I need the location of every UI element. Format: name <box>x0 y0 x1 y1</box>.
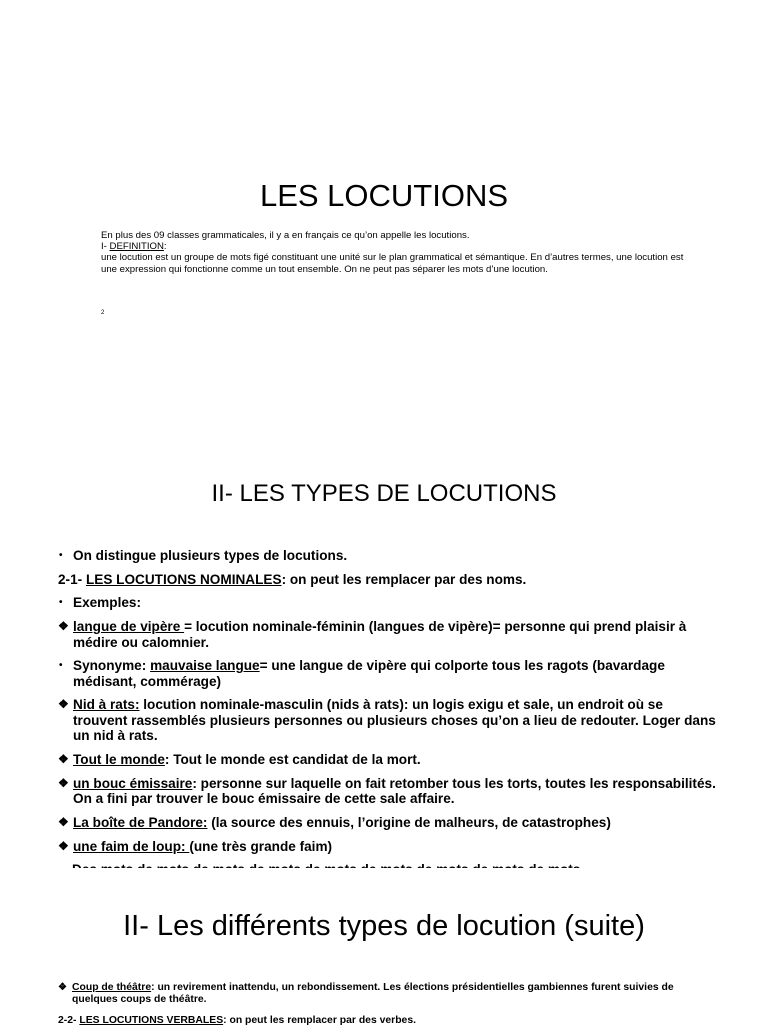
definition-text: une locution est un groupe de mots figé constituant une unité sur le plan grammatical et sémantique. En d’autres termes, une locution est une expression qui fonctionne comme un tout ensemble. On ne peut pas séparer les mots d’une locution. <box>101 252 684 275</box>
list-item <box>58 752 718 768</box>
diamond-bullet-icon: ❖ <box>58 752 69 767</box>
list-item <box>58 619 718 650</box>
diamond-bullet-icon: ❖ <box>58 982 67 993</box>
list-item <box>58 776 718 807</box>
diamond-bullet-icon: ❖ <box>58 775 69 790</box>
definition-label: DEFINITION <box>109 241 164 253</box>
list-item-text: : Tout le monde est candidat de la mort. <box>164 752 421 768</box>
slide-3 <box>0 868 768 1024</box>
list-item-term: un bouc émissaire <box>73 775 193 791</box>
list-item-term: une faim de loup: <box>73 838 190 854</box>
diamond-bullet-icon: ❖ <box>58 619 69 634</box>
list-item-prefix: 2-2- <box>58 1015 80 1026</box>
list-item-term: Tout le monde <box>73 752 165 768</box>
bullet-dot-icon: • <box>59 597 63 609</box>
slide-2 <box>0 440 768 868</box>
diamond-bullet-icon: ❖ <box>58 815 69 829</box>
list-item <box>58 548 718 564</box>
list-item <box>58 815 718 831</box>
diamond-bullet-icon: ❖ <box>58 838 69 853</box>
list-item <box>58 1015 718 1027</box>
list-item-text: On distingue plusieurs types de locutions. <box>73 548 348 563</box>
list-item-prefix: Synonyme: <box>73 658 151 674</box>
list-item <box>58 697 718 744</box>
list-item-text: : on peut les remplacer par des noms. <box>281 571 527 587</box>
slide-1-title: LES LOCUTIONS <box>259 178 509 213</box>
list-item <box>58 839 718 855</box>
list-item-text: : personne sur laquelle on fait retomber tous les torts, toutes les responsabilités. On a fini par trouver le bouc émissaire de cette sale affaire. <box>73 775 716 807</box>
definition-colon: : <box>163 241 167 253</box>
types-list-continued <box>58 982 718 1036</box>
list-item-text: (la source des ennuis, l’origine de malheurs, de catastrophes) <box>207 815 611 830</box>
list-item-term: LES LOCUTIONS VERBALES <box>79 1015 224 1026</box>
list-item-text: locution nominale-masculin (nids à rats): un logis exigu et sale, un endroit où se trouvent rassemblés plusieurs personnes ou plusieurs choses qu’on a lieu de redouter. Loger dans un nid à rats. <box>73 697 716 744</box>
list-item-text: Exemples: <box>73 595 142 611</box>
list-item-term: La boîte de Pandore: <box>73 815 208 830</box>
intro-line: En plus des 09 classes grammaticales, il y a en français ce qu’on appelle les locutions. <box>101 230 470 241</box>
definition-heading <box>101 241 701 252</box>
types-list <box>58 548 718 862</box>
list-item-term: langue de vipère <box>73 619 185 635</box>
list-item-text: = locution nominale-féminin (langues de vipère)= personne qui prend plaisir à médire ou calomnier. <box>73 619 687 650</box>
slide-3-title: II- Les différents types de locution (suite) <box>123 910 645 942</box>
list-item-text: : on peut les remplacer par des verbes. <box>223 1015 417 1026</box>
list-item-text: (une très grande faim) <box>189 838 333 854</box>
list-item-term: Nid à rats: <box>73 697 140 713</box>
list-item-text: = une langue de vipère qui colporte tous les ragots (bavardage médisant, commérage) <box>73 658 665 689</box>
list-item-text: : un revirement inattendu, un rebondissement. Les élections présidentielles gambiennes furent suivies de quelques coups de théâtre. <box>72 982 674 1005</box>
list-item <box>58 572 718 588</box>
definition-prefix: I- <box>101 241 110 253</box>
slide-2-title: II- LES TYPES DE LOCUTIONS <box>211 480 557 507</box>
bullet-dot-icon: • <box>59 550 63 561</box>
intro-block <box>101 230 701 275</box>
list-item-term: LES LOCUTIONS NOMINALES <box>85 571 282 587</box>
list-item-term: Coup de théâtre <box>72 982 152 993</box>
list-item-prefix: 2-1- <box>58 571 86 587</box>
slide-1 <box>0 0 768 440</box>
list-item-term: mauvaise langue <box>150 658 260 674</box>
slide-1-mark: 2 <box>101 310 105 316</box>
list-item <box>58 982 718 1006</box>
list-item <box>58 595 718 611</box>
list-item <box>58 658 718 689</box>
diamond-bullet-icon: ❖ <box>58 697 69 712</box>
bullet-dot-icon: • <box>59 660 63 672</box>
